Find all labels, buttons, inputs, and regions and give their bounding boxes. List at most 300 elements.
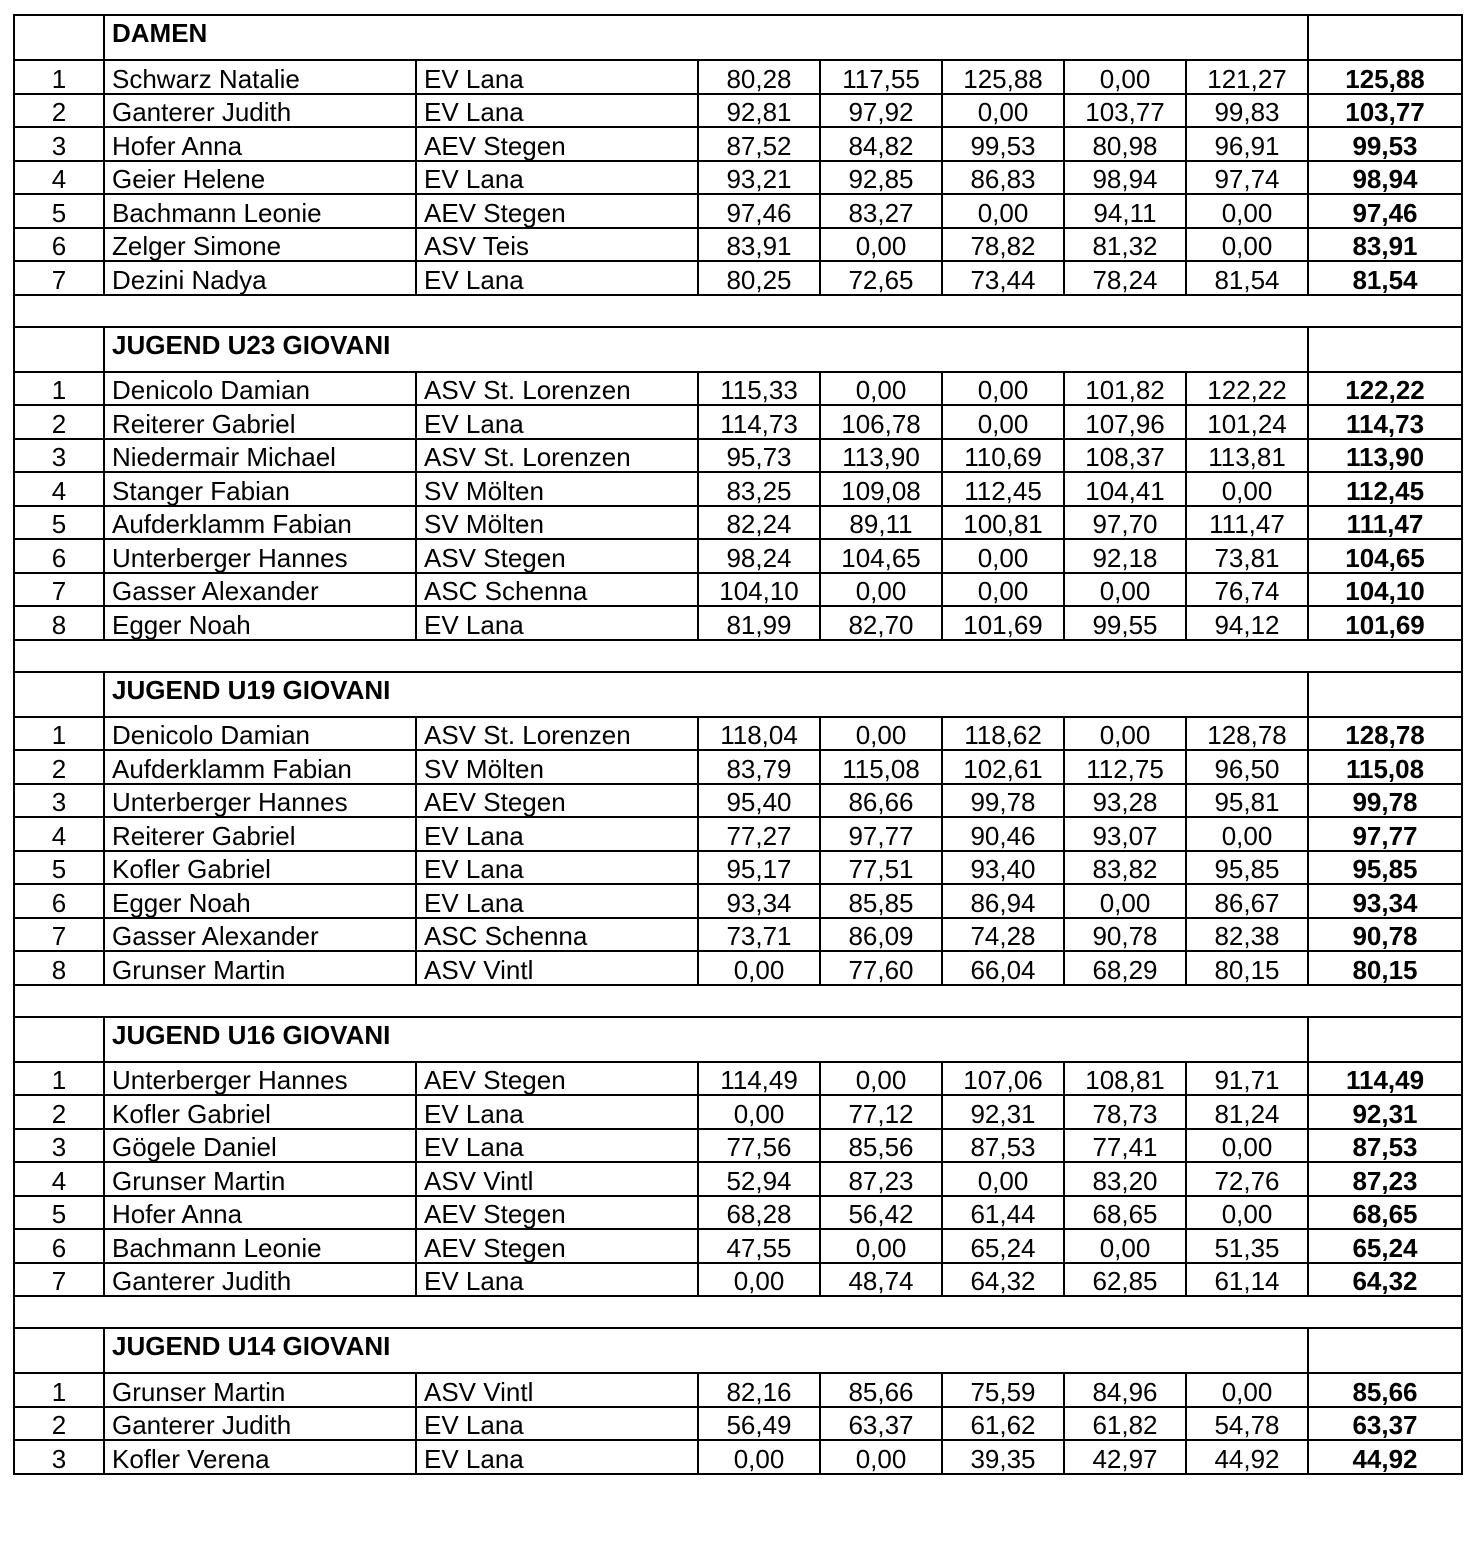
- club-cell: SV Mölten: [416, 750, 698, 784]
- athlete-name-cell: Hofer Anna: [104, 127, 416, 161]
- spacer-cell: [14, 640, 1462, 672]
- score-cell: 101,69: [942, 606, 1064, 640]
- score-cell: 97,46: [698, 194, 820, 228]
- score-cell: 93,21: [698, 161, 820, 195]
- score-cell: 52,94: [698, 1162, 820, 1196]
- section-spacer: [14, 1296, 1462, 1328]
- score-cell: 113,90: [820, 439, 942, 473]
- table-row: [14, 884, 1462, 918]
- club-cell: EV Lana: [416, 161, 698, 195]
- table-row: [14, 1095, 1462, 1129]
- score-cell: 0,00: [1064, 60, 1186, 94]
- score-cell: 99,53: [942, 127, 1064, 161]
- score-cell: 112,75: [1064, 750, 1186, 784]
- section-spacer: [14, 640, 1462, 672]
- athlete-name-cell: Grunser Martin: [104, 1162, 416, 1196]
- table-row: [14, 1373, 1462, 1407]
- score-cell: 82,16: [698, 1373, 820, 1407]
- header-blank-cell: [14, 1328, 104, 1373]
- rank-cell: 6: [14, 884, 104, 918]
- score-cell: 97,92: [820, 94, 942, 128]
- rank-cell: 5: [14, 851, 104, 885]
- score-cell: 0,00: [1064, 717, 1186, 751]
- club-cell: EV Lana: [416, 94, 698, 128]
- athlete-name-cell: Kofler Gabriel: [104, 851, 416, 885]
- score-cell: 61,44: [942, 1196, 1064, 1230]
- score-cell: 77,12: [820, 1095, 942, 1129]
- score-cell: 78,82: [942, 228, 1064, 262]
- score-cell: 77,51: [820, 851, 942, 885]
- score-cell: 0,00: [820, 1062, 942, 1096]
- section-spacer: [14, 295, 1462, 327]
- score-cell: 0,00: [1186, 1129, 1308, 1163]
- score-cell: 104,10: [698, 573, 820, 607]
- score-cell: 86,83: [942, 161, 1064, 195]
- table-row: [14, 717, 1462, 751]
- score-cell: 85,56: [820, 1129, 942, 1163]
- score-cell: 68,28: [698, 1196, 820, 1230]
- table-row: [14, 1062, 1462, 1096]
- club-cell: EV Lana: [416, 1095, 698, 1129]
- score-cell: 94,11: [1064, 194, 1186, 228]
- score-cell: 121,27: [1186, 60, 1308, 94]
- score-cell: 87,52: [698, 127, 820, 161]
- score-cell: 81,54: [1186, 261, 1308, 295]
- club-cell: SV Mölten: [416, 506, 698, 540]
- score-cell: 95,85: [1186, 851, 1308, 885]
- table-row: [14, 405, 1462, 439]
- section-title: JUGEND U19 GIOVANI: [104, 672, 1308, 717]
- score-cell: 103,77: [1064, 94, 1186, 128]
- score-cell: 90,78: [1064, 918, 1186, 952]
- club-cell: ASC Schenna: [416, 573, 698, 607]
- section-title: DAMEN: [104, 15, 1308, 60]
- athlete-name-cell: Denicolo Damian: [104, 717, 416, 751]
- rank-cell: 7: [14, 918, 104, 952]
- score-cell: 77,56: [698, 1129, 820, 1163]
- rank-cell: 7: [14, 1263, 104, 1297]
- table-row: [14, 1229, 1462, 1263]
- athlete-name-cell: Unterberger Hannes: [104, 539, 416, 573]
- best-score-cell: 83,91: [1308, 228, 1462, 262]
- score-cell: 42,97: [1064, 1440, 1186, 1474]
- score-cell: 92,81: [698, 94, 820, 128]
- rank-cell: 3: [14, 127, 104, 161]
- best-score-cell: 97,46: [1308, 194, 1462, 228]
- score-cell: 93,07: [1064, 817, 1186, 851]
- score-cell: 0,00: [1186, 228, 1308, 262]
- score-cell: 86,94: [942, 884, 1064, 918]
- table-row: [14, 573, 1462, 607]
- rank-cell: 1: [14, 717, 104, 751]
- section-header-row: [14, 1328, 1462, 1373]
- best-score-cell: 63,37: [1308, 1407, 1462, 1441]
- table-row: [14, 1162, 1462, 1196]
- athlete-name-cell: Unterberger Hannes: [104, 784, 416, 818]
- rank-cell: 3: [14, 439, 104, 473]
- club-cell: AEV Stegen: [416, 127, 698, 161]
- score-cell: 0,00: [942, 1162, 1064, 1196]
- score-cell: 0,00: [820, 573, 942, 607]
- results-body: [14, 15, 1462, 1474]
- rank-cell: 2: [14, 94, 104, 128]
- score-cell: 44,92: [1186, 1440, 1308, 1474]
- table-row: [14, 539, 1462, 573]
- header-blank-cell: [14, 15, 104, 60]
- best-score-cell: 113,90: [1308, 439, 1462, 473]
- best-score-cell: 99,78: [1308, 784, 1462, 818]
- spacer-cell: [14, 295, 1462, 327]
- score-cell: 98,94: [1064, 161, 1186, 195]
- score-cell: 109,08: [820, 472, 942, 506]
- athlete-name-cell: Gasser Alexander: [104, 918, 416, 952]
- rank-cell: 6: [14, 228, 104, 262]
- score-cell: 86,66: [820, 784, 942, 818]
- club-cell: ASV Vintl: [416, 1162, 698, 1196]
- score-cell: 97,74: [1186, 161, 1308, 195]
- score-cell: 0,00: [942, 405, 1064, 439]
- score-cell: 93,34: [698, 884, 820, 918]
- table-row: [14, 1263, 1462, 1297]
- score-cell: 93,28: [1064, 784, 1186, 818]
- rank-cell: 2: [14, 750, 104, 784]
- score-cell: 76,74: [1186, 573, 1308, 607]
- score-cell: 84,96: [1064, 1373, 1186, 1407]
- athlete-name-cell: Reiterer Gabriel: [104, 817, 416, 851]
- header-blank-cell: [14, 672, 104, 717]
- athlete-name-cell: Kofler Verena: [104, 1440, 416, 1474]
- rank-cell: 3: [14, 784, 104, 818]
- score-cell: 91,71: [1186, 1062, 1308, 1096]
- rank-cell: 3: [14, 1129, 104, 1163]
- table-row: [14, 784, 1462, 818]
- best-score-cell: 99,53: [1308, 127, 1462, 161]
- club-cell: ASV St. Lorenzen: [416, 439, 698, 473]
- score-cell: 89,11: [820, 506, 942, 540]
- best-score-cell: 103,77: [1308, 94, 1462, 128]
- best-score-cell: 115,08: [1308, 750, 1462, 784]
- club-cell: ASV St. Lorenzen: [416, 372, 698, 406]
- athlete-name-cell: Grunser Martin: [104, 1373, 416, 1407]
- athlete-name-cell: Aufderklamm Fabian: [104, 506, 416, 540]
- header-blank-cell: [1308, 15, 1462, 60]
- club-cell: EV Lana: [416, 261, 698, 295]
- club-cell: ASV Vintl: [416, 951, 698, 985]
- score-cell: 86,09: [820, 918, 942, 952]
- best-score-cell: 101,69: [1308, 606, 1462, 640]
- score-cell: 0,00: [942, 539, 1064, 573]
- score-cell: 99,83: [1186, 94, 1308, 128]
- score-cell: 90,46: [942, 817, 1064, 851]
- table-row: [14, 372, 1462, 406]
- score-cell: 0,00: [1186, 194, 1308, 228]
- score-cell: 73,71: [698, 918, 820, 952]
- table-row: [14, 750, 1462, 784]
- score-cell: 101,24: [1186, 405, 1308, 439]
- score-cell: 0,00: [1064, 884, 1186, 918]
- athlete-name-cell: Unterberger Hannes: [104, 1062, 416, 1096]
- score-cell: 98,24: [698, 539, 820, 573]
- score-cell: 66,04: [942, 951, 1064, 985]
- rank-cell: 8: [14, 951, 104, 985]
- best-score-cell: 87,23: [1308, 1162, 1462, 1196]
- score-cell: 83,20: [1064, 1162, 1186, 1196]
- score-cell: 84,82: [820, 127, 942, 161]
- best-score-cell: 85,66: [1308, 1373, 1462, 1407]
- score-cell: 56,42: [820, 1196, 942, 1230]
- score-cell: 82,24: [698, 506, 820, 540]
- score-cell: 111,47: [1186, 506, 1308, 540]
- score-cell: 0,00: [698, 951, 820, 985]
- spacer-cell: [14, 1296, 1462, 1328]
- score-cell: 86,67: [1186, 884, 1308, 918]
- score-cell: 54,78: [1186, 1407, 1308, 1441]
- score-cell: 80,25: [698, 261, 820, 295]
- score-cell: 92,18: [1064, 539, 1186, 573]
- score-cell: 78,24: [1064, 261, 1186, 295]
- score-cell: 95,17: [698, 851, 820, 885]
- score-cell: 104,65: [820, 539, 942, 573]
- athlete-name-cell: Geier Helene: [104, 161, 416, 195]
- best-score-cell: 92,31: [1308, 1095, 1462, 1129]
- rank-cell: 1: [14, 372, 104, 406]
- club-cell: ASV Stegen: [416, 539, 698, 573]
- rank-cell: 5: [14, 1196, 104, 1230]
- rank-cell: 2: [14, 1095, 104, 1129]
- athlete-name-cell: Niedermair Michael: [104, 439, 416, 473]
- score-cell: 113,81: [1186, 439, 1308, 473]
- rank-cell: 6: [14, 1229, 104, 1263]
- score-cell: 99,78: [942, 784, 1064, 818]
- score-cell: 48,74: [820, 1263, 942, 1297]
- score-cell: 87,23: [820, 1162, 942, 1196]
- best-score-cell: 122,22: [1308, 372, 1462, 406]
- score-cell: 94,12: [1186, 606, 1308, 640]
- rank-cell: 4: [14, 161, 104, 195]
- club-cell: AEV Stegen: [416, 1062, 698, 1096]
- best-score-cell: 114,49: [1308, 1062, 1462, 1096]
- athlete-name-cell: Egger Noah: [104, 884, 416, 918]
- club-cell: EV Lana: [416, 60, 698, 94]
- club-cell: ASV St. Lorenzen: [416, 717, 698, 751]
- score-cell: 0,00: [820, 1229, 942, 1263]
- score-cell: 0,00: [820, 372, 942, 406]
- score-cell: 117,55: [820, 60, 942, 94]
- rank-cell: 2: [14, 405, 104, 439]
- score-cell: 97,70: [1064, 506, 1186, 540]
- score-cell: 122,22: [1186, 372, 1308, 406]
- score-cell: 80,98: [1064, 127, 1186, 161]
- score-cell: 0,00: [698, 1263, 820, 1297]
- section-header-row: [14, 672, 1462, 717]
- score-cell: 0,00: [698, 1440, 820, 1474]
- athlete-name-cell: Reiterer Gabriel: [104, 405, 416, 439]
- section-header-row: [14, 1017, 1462, 1062]
- header-blank-cell: [1308, 1328, 1462, 1373]
- best-score-cell: 114,73: [1308, 405, 1462, 439]
- best-score-cell: 90,78: [1308, 918, 1462, 952]
- score-cell: 0,00: [820, 1440, 942, 1474]
- table-row: [14, 506, 1462, 540]
- score-cell: 39,35: [942, 1440, 1064, 1474]
- score-cell: 87,53: [942, 1129, 1064, 1163]
- best-score-cell: 112,45: [1308, 472, 1462, 506]
- score-cell: 82,38: [1186, 918, 1308, 952]
- score-cell: 0,00: [820, 228, 942, 262]
- score-cell: 82,70: [820, 606, 942, 640]
- table-row: [14, 194, 1462, 228]
- best-score-cell: 95,85: [1308, 851, 1462, 885]
- score-cell: 0,00: [1186, 472, 1308, 506]
- score-cell: 108,37: [1064, 439, 1186, 473]
- rank-cell: 3: [14, 1440, 104, 1474]
- score-cell: 101,82: [1064, 372, 1186, 406]
- score-cell: 83,25: [698, 472, 820, 506]
- table-row: [14, 161, 1462, 195]
- best-score-cell: 98,94: [1308, 161, 1462, 195]
- score-cell: 72,65: [820, 261, 942, 295]
- score-cell: 104,41: [1064, 472, 1186, 506]
- best-score-cell: 104,65: [1308, 539, 1462, 573]
- best-score-cell: 68,65: [1308, 1196, 1462, 1230]
- score-cell: 68,65: [1064, 1196, 1186, 1230]
- score-cell: 77,41: [1064, 1129, 1186, 1163]
- score-cell: 0,00: [942, 94, 1064, 128]
- section-title: JUGEND U14 GIOVANI: [104, 1328, 1308, 1373]
- score-cell: 83,91: [698, 228, 820, 262]
- table-row: [14, 1407, 1462, 1441]
- score-cell: 73,81: [1186, 539, 1308, 573]
- table-row: [14, 918, 1462, 952]
- table-row: [14, 439, 1462, 473]
- score-cell: 61,14: [1186, 1263, 1308, 1297]
- section-title: JUGEND U23 GIOVANI: [104, 327, 1308, 372]
- table-row: [14, 127, 1462, 161]
- athlete-name-cell: Bachmann Leonie: [104, 1229, 416, 1263]
- table-row: [14, 951, 1462, 985]
- header-blank-cell: [14, 1017, 104, 1062]
- athlete-name-cell: Denicolo Damian: [104, 372, 416, 406]
- athlete-name-cell: Stanger Fabian: [104, 472, 416, 506]
- score-cell: 75,59: [942, 1373, 1064, 1407]
- best-score-cell: 80,15: [1308, 951, 1462, 985]
- athlete-name-cell: Schwarz Natalie: [104, 60, 416, 94]
- score-cell: 106,78: [820, 405, 942, 439]
- score-cell: 108,81: [1064, 1062, 1186, 1096]
- athlete-name-cell: Grunser Martin: [104, 951, 416, 985]
- club-cell: EV Lana: [416, 606, 698, 640]
- table-row: [14, 261, 1462, 295]
- score-cell: 0,00: [942, 194, 1064, 228]
- score-cell: 118,62: [942, 717, 1064, 751]
- score-cell: 83,27: [820, 194, 942, 228]
- header-blank-cell: [1308, 327, 1462, 372]
- club-cell: EV Lana: [416, 851, 698, 885]
- score-cell: 72,76: [1186, 1162, 1308, 1196]
- score-cell: 77,60: [820, 951, 942, 985]
- best-score-cell: 81,54: [1308, 261, 1462, 295]
- results-table: [13, 14, 1463, 1475]
- score-cell: 68,29: [1064, 951, 1186, 985]
- score-cell: 0,00: [1186, 817, 1308, 851]
- rank-cell: 1: [14, 1373, 104, 1407]
- athlete-name-cell: Ganterer Judith: [104, 1263, 416, 1297]
- club-cell: ASV Vintl: [416, 1373, 698, 1407]
- athlete-name-cell: Egger Noah: [104, 606, 416, 640]
- score-cell: 125,88: [942, 60, 1064, 94]
- section-header-row: [14, 15, 1462, 60]
- score-cell: 96,91: [1186, 127, 1308, 161]
- section-header-row: [14, 327, 1462, 372]
- rank-cell: 7: [14, 573, 104, 607]
- score-cell: 77,27: [698, 817, 820, 851]
- section-title: JUGEND U16 GIOVANI: [104, 1017, 1308, 1062]
- best-score-cell: 97,77: [1308, 817, 1462, 851]
- header-blank-cell: [14, 327, 104, 372]
- club-cell: AEV Stegen: [416, 1196, 698, 1230]
- table-row: [14, 817, 1462, 851]
- table-row: [14, 1440, 1462, 1474]
- score-cell: 0,00: [1064, 573, 1186, 607]
- score-cell: 63,37: [820, 1407, 942, 1441]
- score-cell: 97,77: [820, 817, 942, 851]
- table-row: [14, 228, 1462, 262]
- score-cell: 112,45: [942, 472, 1064, 506]
- score-cell: 81,24: [1186, 1095, 1308, 1129]
- best-score-cell: 44,92: [1308, 1440, 1462, 1474]
- score-cell: 0,00: [698, 1095, 820, 1129]
- score-cell: 0,00: [820, 717, 942, 751]
- header-blank-cell: [1308, 1017, 1462, 1062]
- athlete-name-cell: Dezini Nadya: [104, 261, 416, 295]
- score-cell: 0,00: [942, 573, 1064, 607]
- score-cell: 118,04: [698, 717, 820, 751]
- athlete-name-cell: Gögele Daniel: [104, 1129, 416, 1163]
- club-cell: ASC Schenna: [416, 918, 698, 952]
- score-cell: 83,82: [1064, 851, 1186, 885]
- score-cell: 61,82: [1064, 1407, 1186, 1441]
- score-cell: 114,49: [698, 1062, 820, 1096]
- rank-cell: 5: [14, 506, 104, 540]
- best-score-cell: 128,78: [1308, 717, 1462, 751]
- score-cell: 107,06: [942, 1062, 1064, 1096]
- club-cell: ASV Teis: [416, 228, 698, 262]
- best-score-cell: 125,88: [1308, 60, 1462, 94]
- score-cell: 93,40: [942, 851, 1064, 885]
- club-cell: AEV Stegen: [416, 194, 698, 228]
- score-cell: 81,99: [698, 606, 820, 640]
- rank-cell: 1: [14, 1062, 104, 1096]
- score-cell: 83,79: [698, 750, 820, 784]
- table-row: [14, 851, 1462, 885]
- best-score-cell: 104,10: [1308, 573, 1462, 607]
- athlete-name-cell: Gasser Alexander: [104, 573, 416, 607]
- best-score-cell: 64,32: [1308, 1263, 1462, 1297]
- club-cell: EV Lana: [416, 884, 698, 918]
- athlete-name-cell: Ganterer Judith: [104, 94, 416, 128]
- rank-cell: 4: [14, 472, 104, 506]
- score-cell: 99,55: [1064, 606, 1186, 640]
- club-cell: EV Lana: [416, 405, 698, 439]
- score-cell: 62,85: [1064, 1263, 1186, 1297]
- score-cell: 78,73: [1064, 1095, 1186, 1129]
- rank-cell: 4: [14, 1162, 104, 1196]
- club-cell: EV Lana: [416, 1440, 698, 1474]
- score-cell: 51,35: [1186, 1229, 1308, 1263]
- table-row: [14, 60, 1462, 94]
- club-cell: EV Lana: [416, 1129, 698, 1163]
- table-row: [14, 94, 1462, 128]
